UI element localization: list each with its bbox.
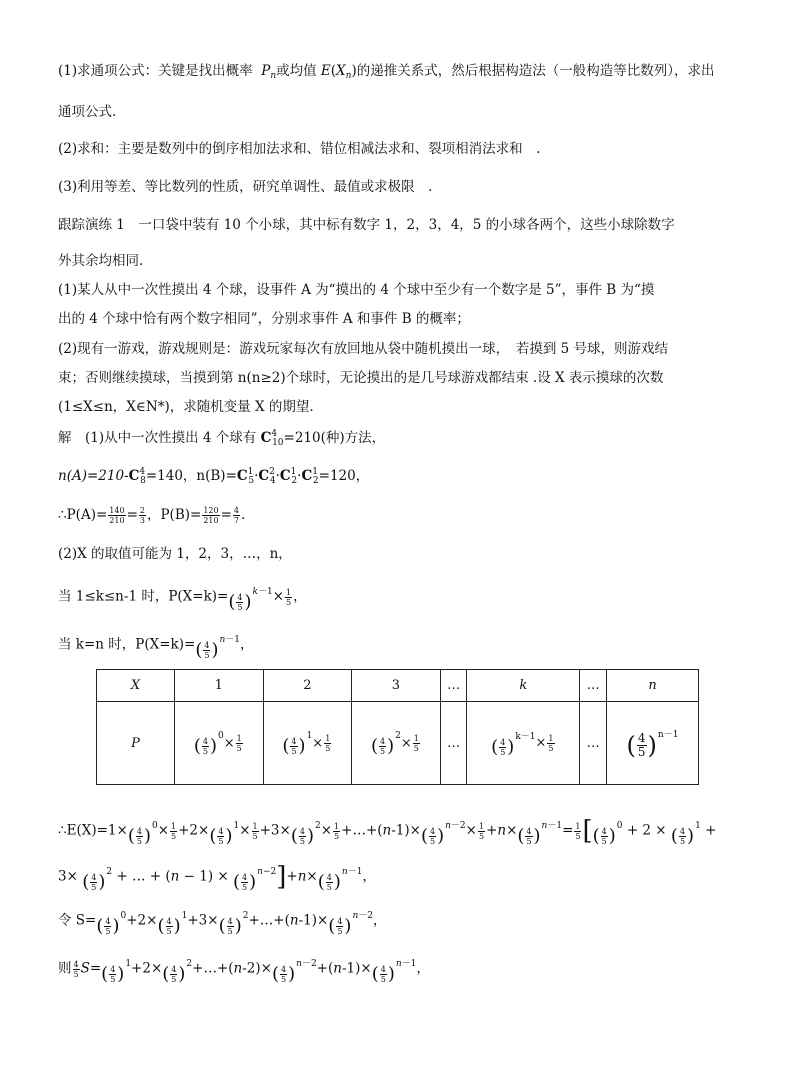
table-cell: ( $\frac{4}{5}$ )$^{n-1}$ <box>607 702 699 785</box>
line-12: 解 (1)从中一次性摸出 4 个球有 $C^4_{10}=210$(种)方法， <box>58 429 386 448</box>
table-cell: P <box>97 702 175 785</box>
table-cell: n <box>607 670 699 702</box>
text: =210(种)方法， <box>283 430 386 446</box>
text: =140，n(B)= <box>145 468 237 484</box>
line-16: 当 1≤k≤n-1 时，P(X=k)=( $\frac{4}{5}$ )$^{k-1}$× $\frac{1}{5}$ ， <box>58 587 307 613</box>
line-3: (2)求和：主要是数列中的倒序相加法求和、错位相减法求和、裂项相消法求和 . <box>58 141 541 157</box>
table-cell: … <box>580 702 607 785</box>
text: =120， <box>318 468 370 484</box>
line-7: (1)某人从中一次性摸出 4 个球，设事件 A 为“摸出的 4 个球中至少有一个数字是 5”，事件 B 为“摸 <box>58 282 655 298</box>
line-18: ∴E(X)=1×( $\frac{4}{5}$ )$^0$× $\frac{1}{5}$ +2×( $\frac{4}{5}$ )$^1$× $\frac{1}{5}$ +3×( $\frac{4}{5}$ )$^2$× $\frac{1}{5}$ +…+(n-1)×( $\frac{4}{5}$ )$^{n-2}$× $\frac{1}{5}$ +n×( $\frac{4}{5}$ )$^{n-1}$= $\frac{1}{5}$ [( $\frac{4}{5}$ )$^0$ + 2 × ( $\frac{4}{5}$ )$^1$ + <box>58 816 717 847</box>
line-8: 出的 4 个球中恰有两个数字相同”，分别求事件 A 和事件 B 的概率； <box>58 311 470 327</box>
text: 解 (1)从中一次性摸出 4 个球有 <box>58 430 257 446</box>
line-20: 令 S=( $\frac{4}{5}$ )$^0$+2×( $\frac{4}{5}$ )$^1$+3×( $\frac{4}{5}$ )$^2$+…+(n-1)×( $\frac{4}{5}$ )$^{n-2}$， <box>58 911 387 937</box>
line-9: (2)现有一游戏，游戏规则是：游戏玩家每次有放回地从袋中随机摸出一球， 若摸到 5 号球，则游戏结 <box>58 341 669 357</box>
line-2: 通项公式. <box>58 104 117 120</box>
distribution-table <box>96 669 699 785</box>
text: 当 1≤k≤n-1 时，P(X=k)= <box>58 588 229 605</box>
line-4: (3)利用等差、等比数列的性质，研究单调性、最值或求极限 . <box>58 179 433 195</box>
line-10: 束；否则继续摸球，当摸到第 n(n≥2)个球时，无论摸出的是几号球游戏都结束 .设 X 表示摸球的次数 <box>58 370 664 386</box>
text: 的递推关系式，然后根据构造法（一般构造等比数列），求出 <box>356 63 715 79</box>
text: ∴P(A)= <box>58 507 108 523</box>
table-cell: 3 <box>352 670 441 702</box>
line-21: 则 $\frac{4}{5}$ S=( $\frac{4}{5}$ )$^1$+2×( $\frac{4}{5}$ )$^2$+…+(n-2)×( $\frac{4}{5}$ )$^{n-2}$+(n-1)×( $\frac{4}{5}$ )$^{n-1}$， <box>58 959 430 985</box>
table-cell: k <box>467 670 580 702</box>
text: 当 k=n 时，P(X=k)= <box>58 636 196 653</box>
text: 令 S= <box>58 912 97 929</box>
table-cell: … <box>440 670 467 702</box>
text: 或均值 <box>276 63 317 79</box>
table-header-row <box>97 670 699 702</box>
fraction: $\frac{140}{210}$ <box>109 506 125 525</box>
table-cell: 1 <box>175 670 264 702</box>
text: ，P(B)= <box>146 507 202 523</box>
text: 3× <box>58 868 78 885</box>
table-cell: X <box>97 670 175 702</box>
table-row <box>97 702 699 785</box>
table-cell: … <box>580 670 607 702</box>
line-1: (1)求通项公式：关键是找出概率 $P_n$或均值 $E(X_n)$的递推关系式，然后根据构造法（一般构造等比数列），求出 <box>58 63 715 81</box>
text: (1)求通项公式：关键是找出概率 <box>58 63 253 79</box>
line-19: 3× ( $\frac{4}{5}$ )$^2$ + … + (n − 1) × ( $\frac{4}{5}$ )$^{n-2}$]+n×( $\frac{4}{5}$ )$^{n-1}$， <box>58 862 376 893</box>
text: ∴E(X)=1× <box>58 822 128 839</box>
line-17: 当 k=n 时，P(X=k)=( $\frac{4}{5}$ )$^{n-1}$， <box>58 635 254 661</box>
line-14: ∴P(A)= $\frac{140}{210}$ = $\frac{2}{3}$ ，P(B)= $\frac{120}{210}$ = $\frac{4}{7}$ . <box>58 506 246 525</box>
table-cell: ( $\frac{4}{5}$ )$^0$× $\frac{1}{5}$ <box>175 702 264 785</box>
table-cell: ( $\frac{4}{5}$ )$^1$× $\frac{1}{5}$ <box>263 702 352 785</box>
table-cell: ( $\frac{4}{5}$ )$^2$× $\frac{1}{5}$ <box>352 702 441 785</box>
table-cell: ( $\frac{4}{5}$ )$^{k-1}$× $\frac{1}{5}$ <box>467 702 580 785</box>
line-5: 跟踪演练 1 一口袋中装有 10 个小球，其中标有数字 1，2，3，4，5 的小球各两个，这些小球除数字 <box>58 217 675 233</box>
line-11: (1≤X≤n，X∈N*)，求随机变量 X 的期望. <box>58 399 314 415</box>
line-13: $n(A)=210-C^4_8=140$，$n(B)=C^1_5\cdot C^2_4\cdot C^1_2\cdot C^1_2=120$， <box>58 467 370 486</box>
line-15: (2)X 的取值可能为 1，2，3，…，n， <box>58 546 292 562</box>
table-cell: 2 <box>263 670 352 702</box>
line-6: 外其余均相同. <box>58 253 144 269</box>
text: n(A)=210- <box>58 468 129 484</box>
table-cell: … <box>440 702 467 785</box>
text: 则 <box>58 960 72 977</box>
